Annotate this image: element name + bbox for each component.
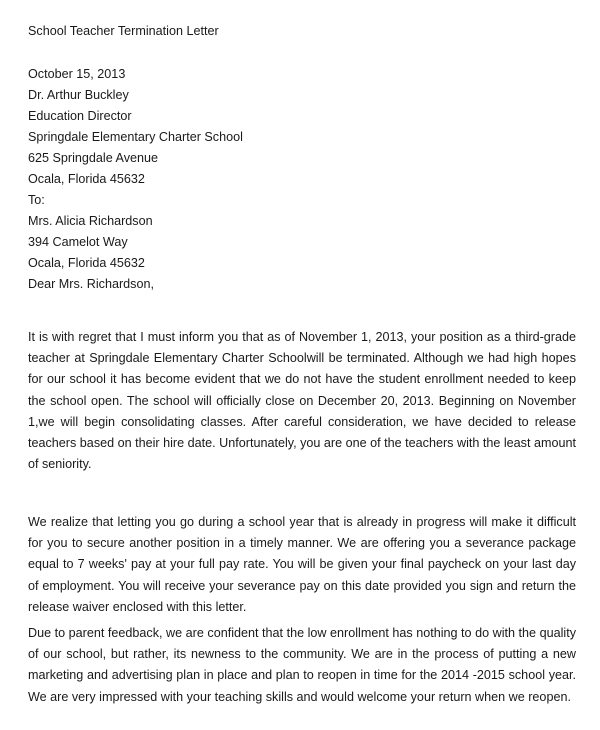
recipient-city: Ocala, Florida 45632 (28, 256, 145, 270)
paragraph-1: It is with regret that I must inform you that as of November 1, 2013, your position as a third-grade teacher at Springdale Elementary Charter Schoolwill be terminated. Although we had high hopes for our school it has become evident that we do not have the student enrollment needed to keep the school open. The school will officially close on December 20, 2013. Beginning on November 1,we will begin consolidating classes. After careful consideration, we have decided to release teachers based on their hire date. Unfortunately, you are one of the teachers with the least amount of seniority. (28, 330, 576, 472)
sender-school: Springdale Elementary Charter School (28, 130, 243, 144)
sender-name: Dr. Arthur Buckley (28, 88, 129, 102)
address-block (28, 66, 243, 297)
recipient-street: 394 Camelot Way (28, 235, 128, 249)
document-title: School Teacher Termination Letter (28, 24, 219, 38)
sender-role: Education Director (28, 109, 132, 123)
sender-street: 625 Springdale Avenue (28, 151, 159, 165)
sender-city: Ocala, Florida 45632 (28, 172, 145, 186)
paragraph-2: We realize that letting you go during a school year that is already in progress will make it difficult for you to secure another position in a timely manner. We are offering you a severance package equal to 7 weeks' pay at your full pay rate. You will be given your final paycheck on your last day of employment. You will receive your severance pay on this date provided you sign and return the release waiver enclosed with this letter. (28, 515, 576, 614)
paragraph-3: Due to parent feedback, we are confident that the low enrollment has nothing to do with the quality of our school, but rather, its newness to the community. We are in the process of putting a new marketing and advertising plan in place and plan to reopen in time for the 2014 -2015 school year. We are very impressed with your teaching skills and would welcome your return when we reopen. (28, 626, 576, 704)
letter-date: October 15, 2013 (28, 67, 126, 81)
to-label: To: (28, 193, 45, 207)
recipient-name: Mrs. Alicia Richardson (28, 214, 153, 228)
salutation: Dear Mrs. Richardson, (28, 277, 154, 291)
